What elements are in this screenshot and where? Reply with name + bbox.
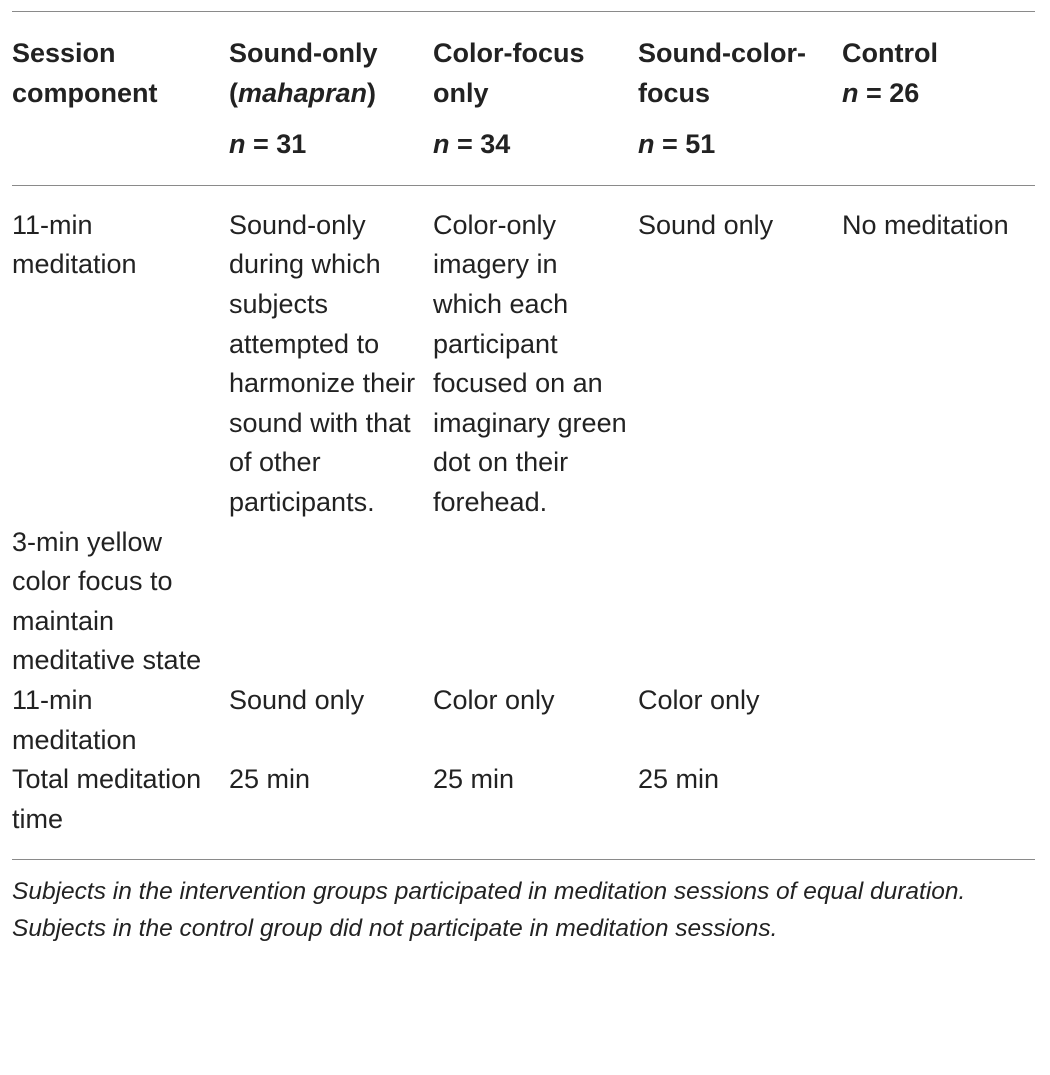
table-cell: Sound-only during which subjects attempted to harmonize their sound with that of other participants. (229, 209, 416, 517)
header-control: Control n = 26 (842, 12, 1035, 185)
header-title: Sound-only (mahapran) (229, 38, 378, 108)
header-n: n = 51 (638, 129, 716, 160)
header-n: n = 34 (433, 129, 511, 160)
table-cell (433, 523, 638, 681)
header-n: n = 26 (842, 77, 920, 108)
table-cell: 11-min meditation (12, 684, 137, 755)
header-sound-only (229, 12, 433, 185)
table-cell: 25 min (229, 764, 311, 795)
table-row (12, 185, 1035, 522)
table-cell (842, 760, 1035, 859)
table-cell: 3-min yellow color focus to maintain meditative state (12, 526, 202, 676)
table-cell: No meditation (842, 209, 1009, 240)
meditation-session-table (12, 12, 1035, 859)
header-n: n = 31 (229, 129, 307, 160)
table-cell: Sound only (638, 209, 774, 240)
table-container (12, 11, 1035, 947)
table-cell: Color-only imagery in which each participant focused on an imaginary green dot on their forehead. (433, 209, 627, 517)
table-cell: Sound only (229, 684, 365, 715)
table-cell: Color only (433, 684, 555, 715)
table-cell: Color only (638, 684, 760, 715)
table-row (12, 681, 1035, 760)
table-cell: 11-min meditation (12, 209, 137, 280)
table-cell (229, 523, 433, 681)
table-cell: Total meditation time (12, 764, 202, 834)
table-cell (842, 681, 1035, 760)
table-footnote: Subjects in the intervention groups participated in meditation sessions of equal duration. Subjects in the control group did not participate in meditation sessions. (12, 859, 1035, 947)
header-session-component: Session component (12, 38, 158, 108)
table-cell (842, 523, 1035, 681)
header-row (12, 12, 1035, 185)
table-row (12, 760, 1035, 859)
table-cell: 25 min (433, 764, 515, 795)
header-color-focus-only: Color-focus only n = 34 (433, 12, 638, 185)
header-sound-color-focus: Sound-color-focus n = 51 (638, 12, 842, 185)
table-row (12, 523, 1035, 681)
table-cell (638, 523, 842, 681)
table-cell: 25 min (638, 764, 720, 795)
